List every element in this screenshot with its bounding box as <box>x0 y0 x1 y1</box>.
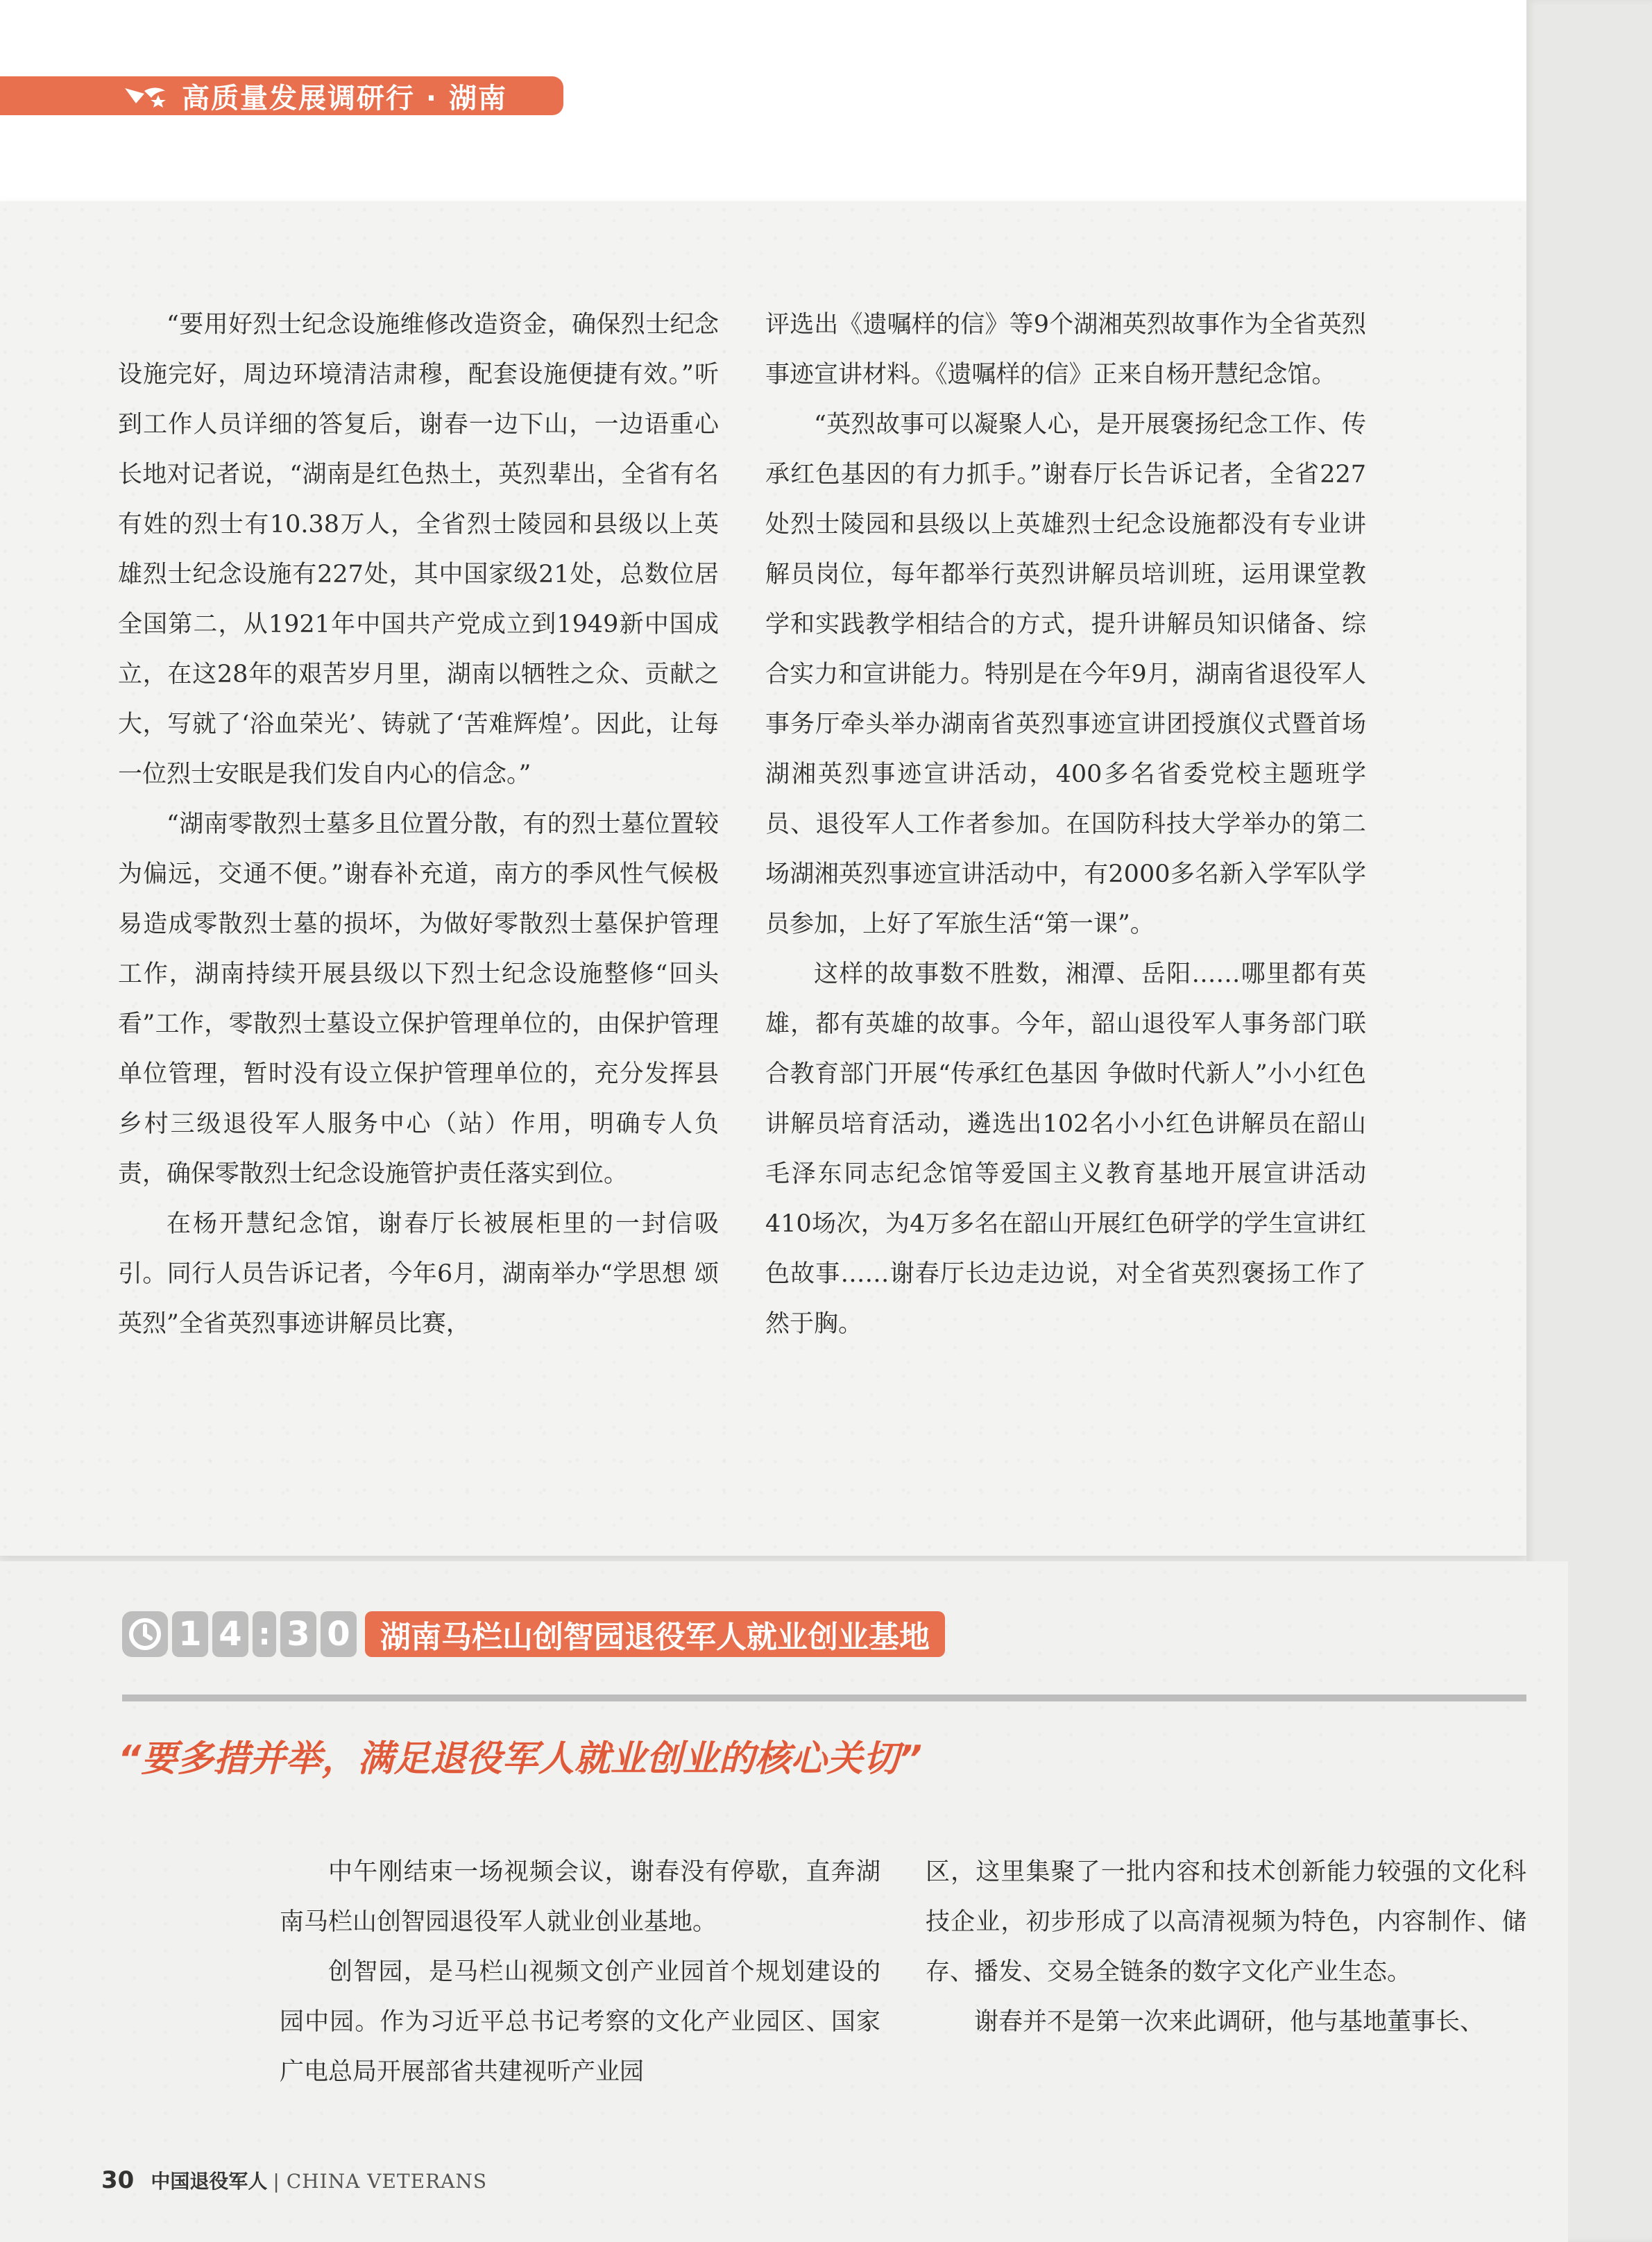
paragraph: 在杨开慧纪念馆，谢春厅长被展柜里的一封信吸引。同行人员告诉记者，今年6月，湖南举办“学思想 颂英烈”全省英烈事迹讲解员比赛， <box>118 1210 719 1338</box>
time-digit: 1 <box>172 1611 208 1657</box>
time-colon: : <box>253 1611 276 1657</box>
time-digit: 4 <box>212 1611 248 1657</box>
clock-icon <box>122 1611 168 1657</box>
magazine-english-name: CHINA VETERANS <box>286 2170 488 2193</box>
quote-heading: “要多措并举，满足退役军人就业创业的核心关切” <box>118 1738 922 1780</box>
section-divider <box>122 1695 1526 1701</box>
lower-right-column <box>926 1847 1526 2047</box>
upper-right-column <box>765 300 1366 1349</box>
time-digit: 0 <box>321 1611 357 1657</box>
paragraph: 中午刚结束一场视频会议，谢春没有停歇，直奔湖南马栏山创智园退役军人就业创业基地。 <box>280 1858 880 1936</box>
paragraph: “要用好烈士纪念设施维修改造资金，确保烈士纪念设施完好，周边环境清洁肃穆，配套设施便捷有效。”听到工作人员详细的答复后，谢春一边下山，一边语重心长地对记者说，“湖南是红色热土，英烈辈出，全省有名有姓的烈士有10.38万人，全省烈士陵园和县级以上英雄烈士纪念设施有227处，其中国家级21处，总数位居全国第二，从1921年中国共产党成立到1949新中国成立，在这28年的艰苦岁月里，湖南以牺牲之众、贡献之大，写就了‘浴血荣光’、铸就了‘苦难辉煌’。因此，让每一位烈士安眠是我们发自内心的信念。” <box>118 311 719 788</box>
page-footer <box>101 2166 487 2194</box>
section-title: 湖南马栏山创智园退役军人就业创业基地 <box>365 1611 945 1657</box>
magazine-name: 中国退役军人 <box>151 2170 268 2193</box>
paragraph: “湖南零散烈士墓多且位置分散，有的烈士墓位置较为偏远，交通不便。”谢春补充道，南方的季风性气候极易造成零散烈士墓的损坏，为做好零散烈士墓保护管理工作，湖南持续开展县级以下烈士纪念设施整修“回头看”工作，零散烈士墓设立保护管理单位的，由保护管理单位管理，暂时没有设立保护管理单位的，充分发挥县乡村三级退役军人服务中心（站）作用，明确专人负责，确保零散烈士纪念设施管护责任落实到位。 <box>118 810 719 1188</box>
lower-left-column <box>280 1847 880 2097</box>
upper-left-column <box>118 300 719 1349</box>
paragraph: “英烈故事可以凝聚人心，是开展褒扬纪念工作、传承红色基因的有力抓手。”谢春厅长告诉记者，全省227处烈士陵园和县级以上英雄烈士纪念设施都没有专业讲解员岗位，每年都举行英烈讲解员培训班，运用课堂教学和实践教学相结合的方式，提升讲解员知识储备、综合实力和宣讲能力。特别是在今年9月，湖南省退役军人事务厅牵头举办湖南省英烈事迹宣讲团授旗仪式暨首场湖湘英烈事迹宣讲活动，400多名省委党校主题班学员、退役军人工作者参加。在国防科技大学举办的第二场湖湘英烈事迹宣讲活动中，有2000多名新入学军队学员参加，上好了军旅生活“第一课”。 <box>765 411 1366 938</box>
header-title: 高质量发展调研行 · 湖南 <box>182 82 508 114</box>
time-digit: 3 <box>280 1611 316 1657</box>
paragraph: 这样的故事数不胜数，湘潭、岳阳……哪里都有英雄，都有英雄的故事。今年，韶山退役军人事务部门联合教育部门开展“传承红色基因 争做时代新人”小小红色讲解员培育活动，遴选出102名小小红色讲解员在韶山毛泽东同志纪念馆等爱国主义教育基地开展宣讲活动410场次，为4万多名在韶山开展红色研学的学生宣讲红色故事……谢春厅长边走边说，对全省英烈褒扬工作了然于胸。 <box>765 960 1366 1338</box>
page-number: 30 <box>101 2166 135 2194</box>
paragraph: 区，这里集聚了一批内容和技术创新能力较强的文化科技企业，初步形成了以高清视频为特色，内容制作、储存、播发、交易全链条的数字文化产业生态。 <box>926 1858 1526 1986</box>
header-banner <box>0 76 563 115</box>
footer-separator: | <box>273 2170 280 2193</box>
paragraph: 评选出《遗嘱样的信》等9个湖湘英烈故事作为全省英烈事迹宣讲材料。《遗嘱样的信》正来自杨开慧纪念馆。 <box>765 311 1366 389</box>
time-section-bar <box>122 1611 945 1657</box>
paragraph: 创智园，是马栏山视频文创产业园首个规划建设的园中园。作为习近平总书记考察的文化产业园区、国家广电总局开展部省共建视听产业园 <box>280 1958 880 2086</box>
wing-star-logo-icon <box>124 84 172 108</box>
paragraph: 谢春并不是第一次来此调研，他与基地董事长、 <box>974 2008 1485 2036</box>
